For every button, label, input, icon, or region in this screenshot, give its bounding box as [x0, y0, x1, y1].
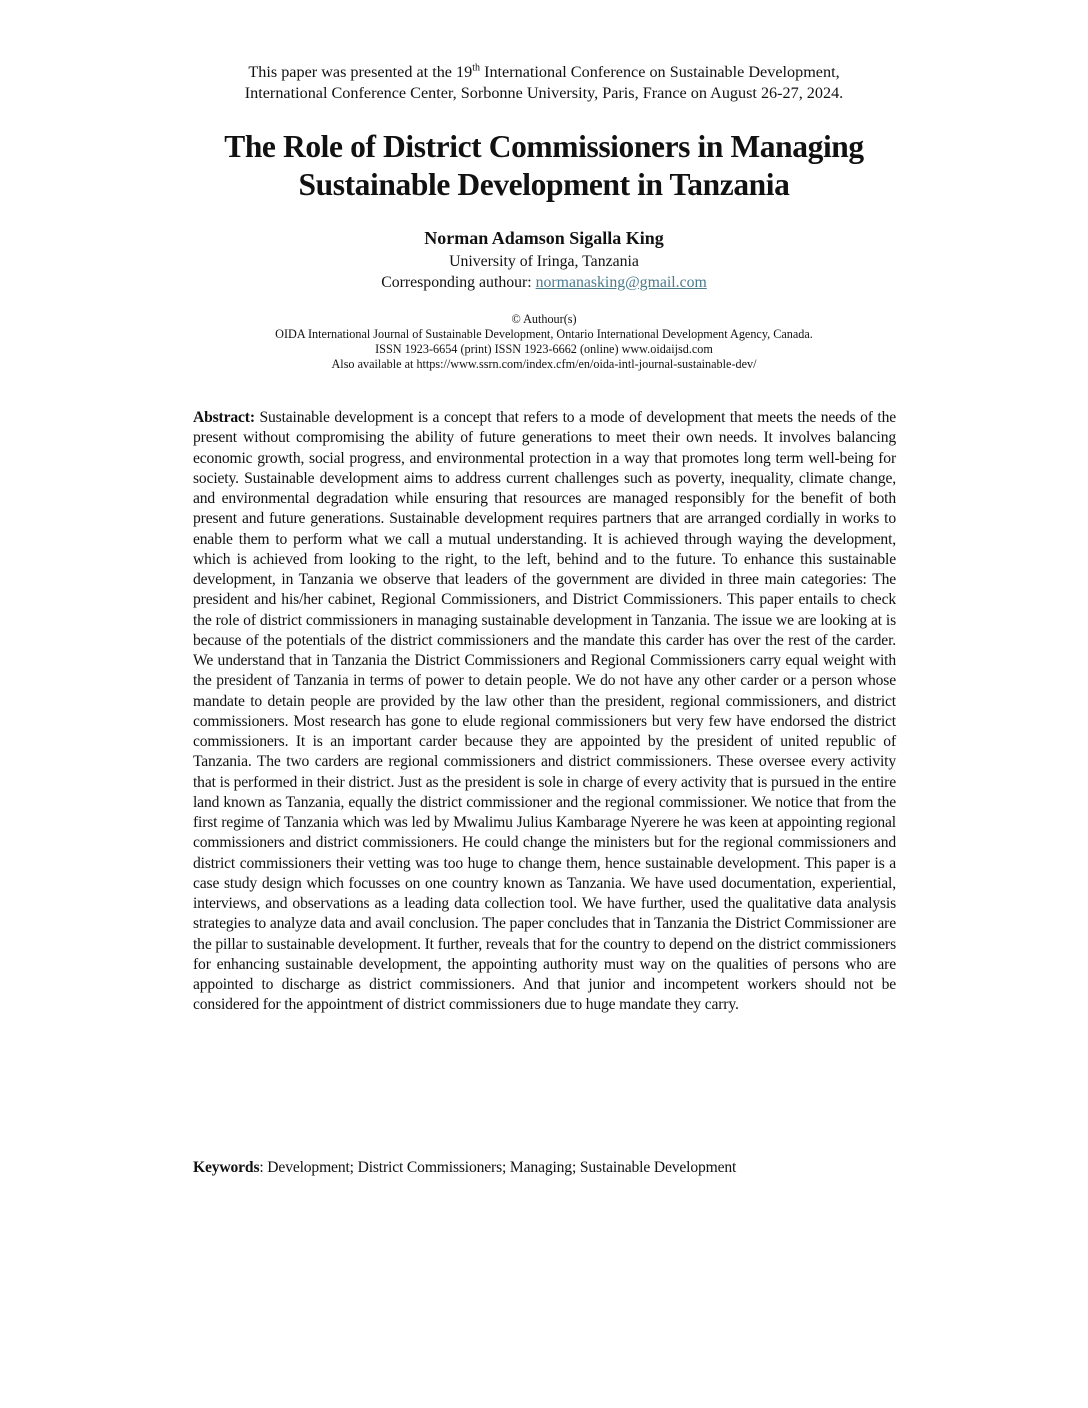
author-affiliation-block	[150, 251, 938, 293]
conference-line1-pre: This paper was presented at the 19	[248, 63, 473, 81]
title-line2: Sustainable Development in Tanzania	[298, 167, 790, 202]
conference-line2: International Conference Center, Sorbonne University, Paris, France on August 26-27, 2024.	[244, 84, 844, 102]
issn-info: ISSN 1923-6654 (print) ISSN 1923-6662 (online) www.oidaijsd.com	[375, 342, 713, 356]
author-name: Norman Adamson Sigalla King	[424, 228, 664, 248]
affiliation: University of Iringa, Tanzania	[449, 253, 639, 270]
abstract-label: Abstract:	[193, 409, 255, 426]
copyright: © Authour(s)	[511, 312, 577, 326]
conference-note	[150, 62, 938, 104]
keywords-label: Keywords	[193, 1159, 260, 1176]
email-link[interactable]: normanasking@gmail.com	[535, 274, 707, 291]
paper-title	[120, 128, 968, 204]
journal-info: OIDA International Journal of Sustainable Development, Ontario International Development Agency, Canada.	[275, 327, 813, 341]
keywords	[193, 1158, 896, 1178]
conference-superscript: th	[472, 62, 481, 74]
conference-line1-post: International Conference on Sustainable Development,	[480, 63, 840, 81]
publication-meta	[150, 312, 938, 372]
corresponding-label: Corresponding authour:	[381, 274, 536, 291]
availability-info: Also available at https://www.ssrn.com/index.cfm/en/oida-intl-journal-sustainable-dev/	[331, 357, 757, 371]
title-line1: The Role of District Commissioners in Managing	[224, 129, 864, 164]
corresponding-author	[150, 272, 938, 293]
keywords-text: : Development; District Commissioners; Managing; Sustainable Development	[259, 1159, 737, 1176]
abstract	[193, 408, 896, 1016]
abstract-text: Sustainable development is a concept that refers to a mode of development that meets the needs of the present without compromising the ability of future generations to meet their own needs. It involves balancing economic growth, social progress, and environmental protection in a way that promotes long term well-being for society. Sustainable development aims to address current challenges such as poverty, inequality, climate change, and environmental degradation while ensuring that resources are managed responsibly for the benefit of both present and future generations. Sustainable development requires partners that are arranged cordially in works to enable them to perform what we call a mutual understanding. It is achieved through waying the development, which is achieved from looking to the right, to the left, behind and to the future. To enhance this sustainable development, in Tanzania we observe that leaders of the government are divided in three main categories: The president and his/her cabinet, Regional Commissioners, and District Commissioners. This paper entails to check the role of district commissioners in managing sustainable development in Tanzania. The issue we are looking at is because of the potentials of the district commissioners and the mandate this carder has over the rest of the carder. We understand that in Tanzania the District Commissioners and Regional Commissioners carry equal weight with the president of Tanzania in terms of power to detain people. We do not have any other carder or a person whose mandate to detain people are provided by the law other than the president, regional commissioners, and district commissioners. Most research has gone to elude regional commissioners but very few have endorsed the district commissioners. It is an important carder because they are appointed by the president of united republic of Tanzania. The two carders are regional commissioners and district commissioners. These oversee every activity that is performed in their district. Just as the president is sole in charge of every activity that is pursued in the entire land known as Tanzania, equally the district commissioner and the regional commissioner. We notice that from the first regime of Tanzania which was led by Mwalimu Julius Kambarage Nyerere he was keen at appointing regional commissioners and district commissioners. He could change the ministers but for the regional commissioners and district commissioners their vetting was too huge to change them, hence sustainable development. This paper is a case study design which focusses on one country known as Tanzania. We have used documentation, experiential, interviews, and observations as a leading data collection tool. We have further, used the qualitative data analysis strategies to analyze data and avail conclusion. The paper concludes that in Tanzania the District Commissioner are the pillar to sustainable development. It further, reveals that for the country to depend on the district commissioners for enhancing sustainable development, the appointing authority must way on the qualities of persons who are appointed to discharge as district commissioners. And that junior and incompetent workers should not be considered for the appointment of district commissioners due to huge mandate they carry.	[193, 409, 896, 1014]
